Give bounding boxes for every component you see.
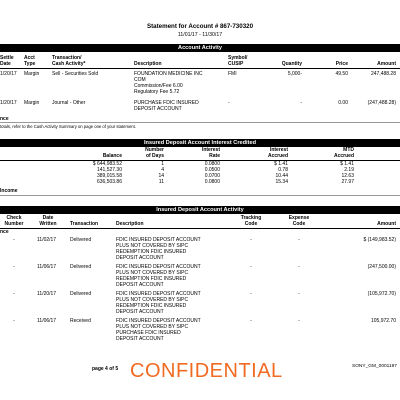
description: PURCHASE FDIC INSURED DEPOSIT ACCOUNT xyxy=(134,100,199,112)
col-amount: Amount xyxy=(377,61,396,67)
amount: 247,488.28 xyxy=(370,71,396,77)
check-number: - xyxy=(13,291,15,297)
col-price: Price xyxy=(335,61,348,67)
balance: 141,527.30 xyxy=(96,167,122,173)
settle-date: 1/20/17 xyxy=(0,100,17,106)
col-acct-type: Acct Type xyxy=(24,55,36,67)
col-expense-code: Expense Code xyxy=(288,215,310,227)
acct-type: Margin xyxy=(24,71,40,77)
col-settle-date: Settle Date xyxy=(0,55,14,67)
interest-credited-header: Insured Deposit Account Interest Credited xyxy=(0,139,400,147)
col-amount: Amount xyxy=(377,221,396,227)
days: 11 xyxy=(158,179,164,185)
transaction: Delivered xyxy=(70,237,92,243)
symbol: FMI xyxy=(228,71,237,77)
col-description: Description xyxy=(116,221,144,227)
expense-code: - xyxy=(298,264,300,270)
tracking-code: - xyxy=(250,237,252,243)
symbol: - xyxy=(228,100,230,106)
col-description: Description xyxy=(134,61,162,67)
days: 4 xyxy=(161,167,164,173)
divider xyxy=(0,122,400,123)
divider xyxy=(0,195,400,196)
col-transaction: Transaction/ Cash Activity* xyxy=(52,55,86,67)
price: 0.00 xyxy=(338,100,348,106)
acct-type: Margin xyxy=(24,100,40,106)
mtd: 2.19 xyxy=(344,167,354,173)
description: FDIC INSURED DEPOSIT ACCOUNT PLUS NOT COVERED BY SIPC PURCHASE FDIC INSURED DEPOSIT ACCOUNT xyxy=(116,318,201,342)
balance: 389,015.58 xyxy=(96,173,122,179)
rate: 0.0800 xyxy=(204,161,220,167)
col-mtd: MTD Accrued xyxy=(333,147,354,159)
days: 14 xyxy=(158,173,164,179)
account-activity-header: Account Activity xyxy=(0,44,400,52)
transaction: Delivered xyxy=(70,291,92,297)
col-quantity: Quantity xyxy=(281,61,302,67)
quantity: 5,000- xyxy=(287,71,302,77)
col-check-number: Check Number xyxy=(4,215,24,227)
confidential-stamp: CONFIDENTIAL xyxy=(130,360,283,382)
description: FDIC INSURED DEPOSIT ACCOUNT PLUS NOT COVERED BY SIPC REDEMPTION FDIC INSURED DEPOSIT ACCOUNT xyxy=(116,291,201,315)
transaction: Received xyxy=(70,318,91,324)
balance: 636,503.86 xyxy=(96,179,122,185)
col-tracking-code: Tracking Code xyxy=(240,215,262,227)
expense-code: - xyxy=(298,318,300,324)
accrued: $ 1.41 xyxy=(274,161,288,167)
tracking-code: - xyxy=(250,291,252,297)
accrued: 15.34 xyxy=(275,179,288,185)
rate: 0.0800 xyxy=(204,179,220,185)
col-days: Number of Days xyxy=(145,147,164,159)
section-footer-label: nce xyxy=(0,116,9,122)
income-label: Income xyxy=(0,188,18,194)
accrued: 0.78 xyxy=(278,167,288,173)
page-number: page 4 of 5 xyxy=(92,366,119,372)
description: FOUNDATION MEDICINE INC COM Commission/Fee 6.00 Regulatory Fee 5.72 xyxy=(134,71,203,95)
transaction: Delivered xyxy=(70,264,92,270)
amount: $ (149,983.52) xyxy=(363,237,396,243)
expense-code: - xyxy=(298,237,300,243)
col-transaction: Transaction xyxy=(70,221,99,227)
col-balance: Balance xyxy=(102,153,122,159)
check-number: - xyxy=(13,237,15,243)
transaction-type: Sell - Securities Sold xyxy=(52,71,99,77)
balance-label: nce xyxy=(0,229,9,235)
date-written: 11/06/17 xyxy=(37,264,57,270)
statement-title: Statement for Account # 867-730320 xyxy=(146,23,254,30)
col-rate: Interest Rate xyxy=(201,147,220,159)
description: FDIC INSURED DEPOSIT ACCOUNT PLUS NOT COVERED BY SIPC REDEMPTION FDIC INSURED DEPOSIT ACCOUNT xyxy=(116,264,201,288)
document-code: SONY_GM_0001197 xyxy=(352,364,397,369)
mtd: $ 1.41 xyxy=(340,161,354,167)
col-date-written: Date Written xyxy=(39,215,57,227)
settle-date: 1/20/17 xyxy=(0,71,17,77)
totals-note: totals, refer to the Cash Activity Summary on page one of your statement. xyxy=(0,124,136,129)
rate: 0.0500 xyxy=(204,167,220,173)
transaction-type: Journal - Other xyxy=(52,100,86,106)
accrued: 10.44 xyxy=(275,173,288,179)
quantity: - xyxy=(300,100,302,106)
deposit-activity-header: Insured Deposit Account Activity xyxy=(0,206,400,214)
date-written: 11/06/17 xyxy=(37,318,57,324)
description: FDIC INSURED DEPOSIT ACCOUNT PLUS NOT COVERED BY SIPC REDEMPTION FDIC INSURED DEPOSIT ACCOUNT xyxy=(116,237,201,261)
expense-code: - xyxy=(298,291,300,297)
amount: (105,972.70) xyxy=(367,291,396,297)
date-written: 11/20/17 xyxy=(37,291,57,297)
date-written: 11/02/17 xyxy=(37,237,57,243)
col-symbol: Symbol/ CUSIP xyxy=(228,55,248,67)
mtd: 12.63 xyxy=(341,173,354,179)
amount: (247,488.28) xyxy=(367,100,396,106)
price: 49.50 xyxy=(335,71,348,77)
mtd: 27.97 xyxy=(341,179,354,185)
tracking-code: - xyxy=(250,264,252,270)
balance: $ 644,983.52 xyxy=(92,161,122,167)
amount: 105,972.70 xyxy=(370,318,396,324)
divider xyxy=(0,228,400,229)
days: 1 xyxy=(161,161,164,167)
amount: (247,500.00) xyxy=(367,264,396,270)
check-number: - xyxy=(13,318,15,324)
divider xyxy=(0,68,400,69)
col-accrued: Interest Accrued xyxy=(267,147,288,159)
check-number: - xyxy=(13,264,15,270)
tracking-code: - xyxy=(250,318,252,324)
rate: 0.0700 xyxy=(204,173,220,179)
statement-period: 11/01/17 - 11/30/17 xyxy=(177,32,223,38)
